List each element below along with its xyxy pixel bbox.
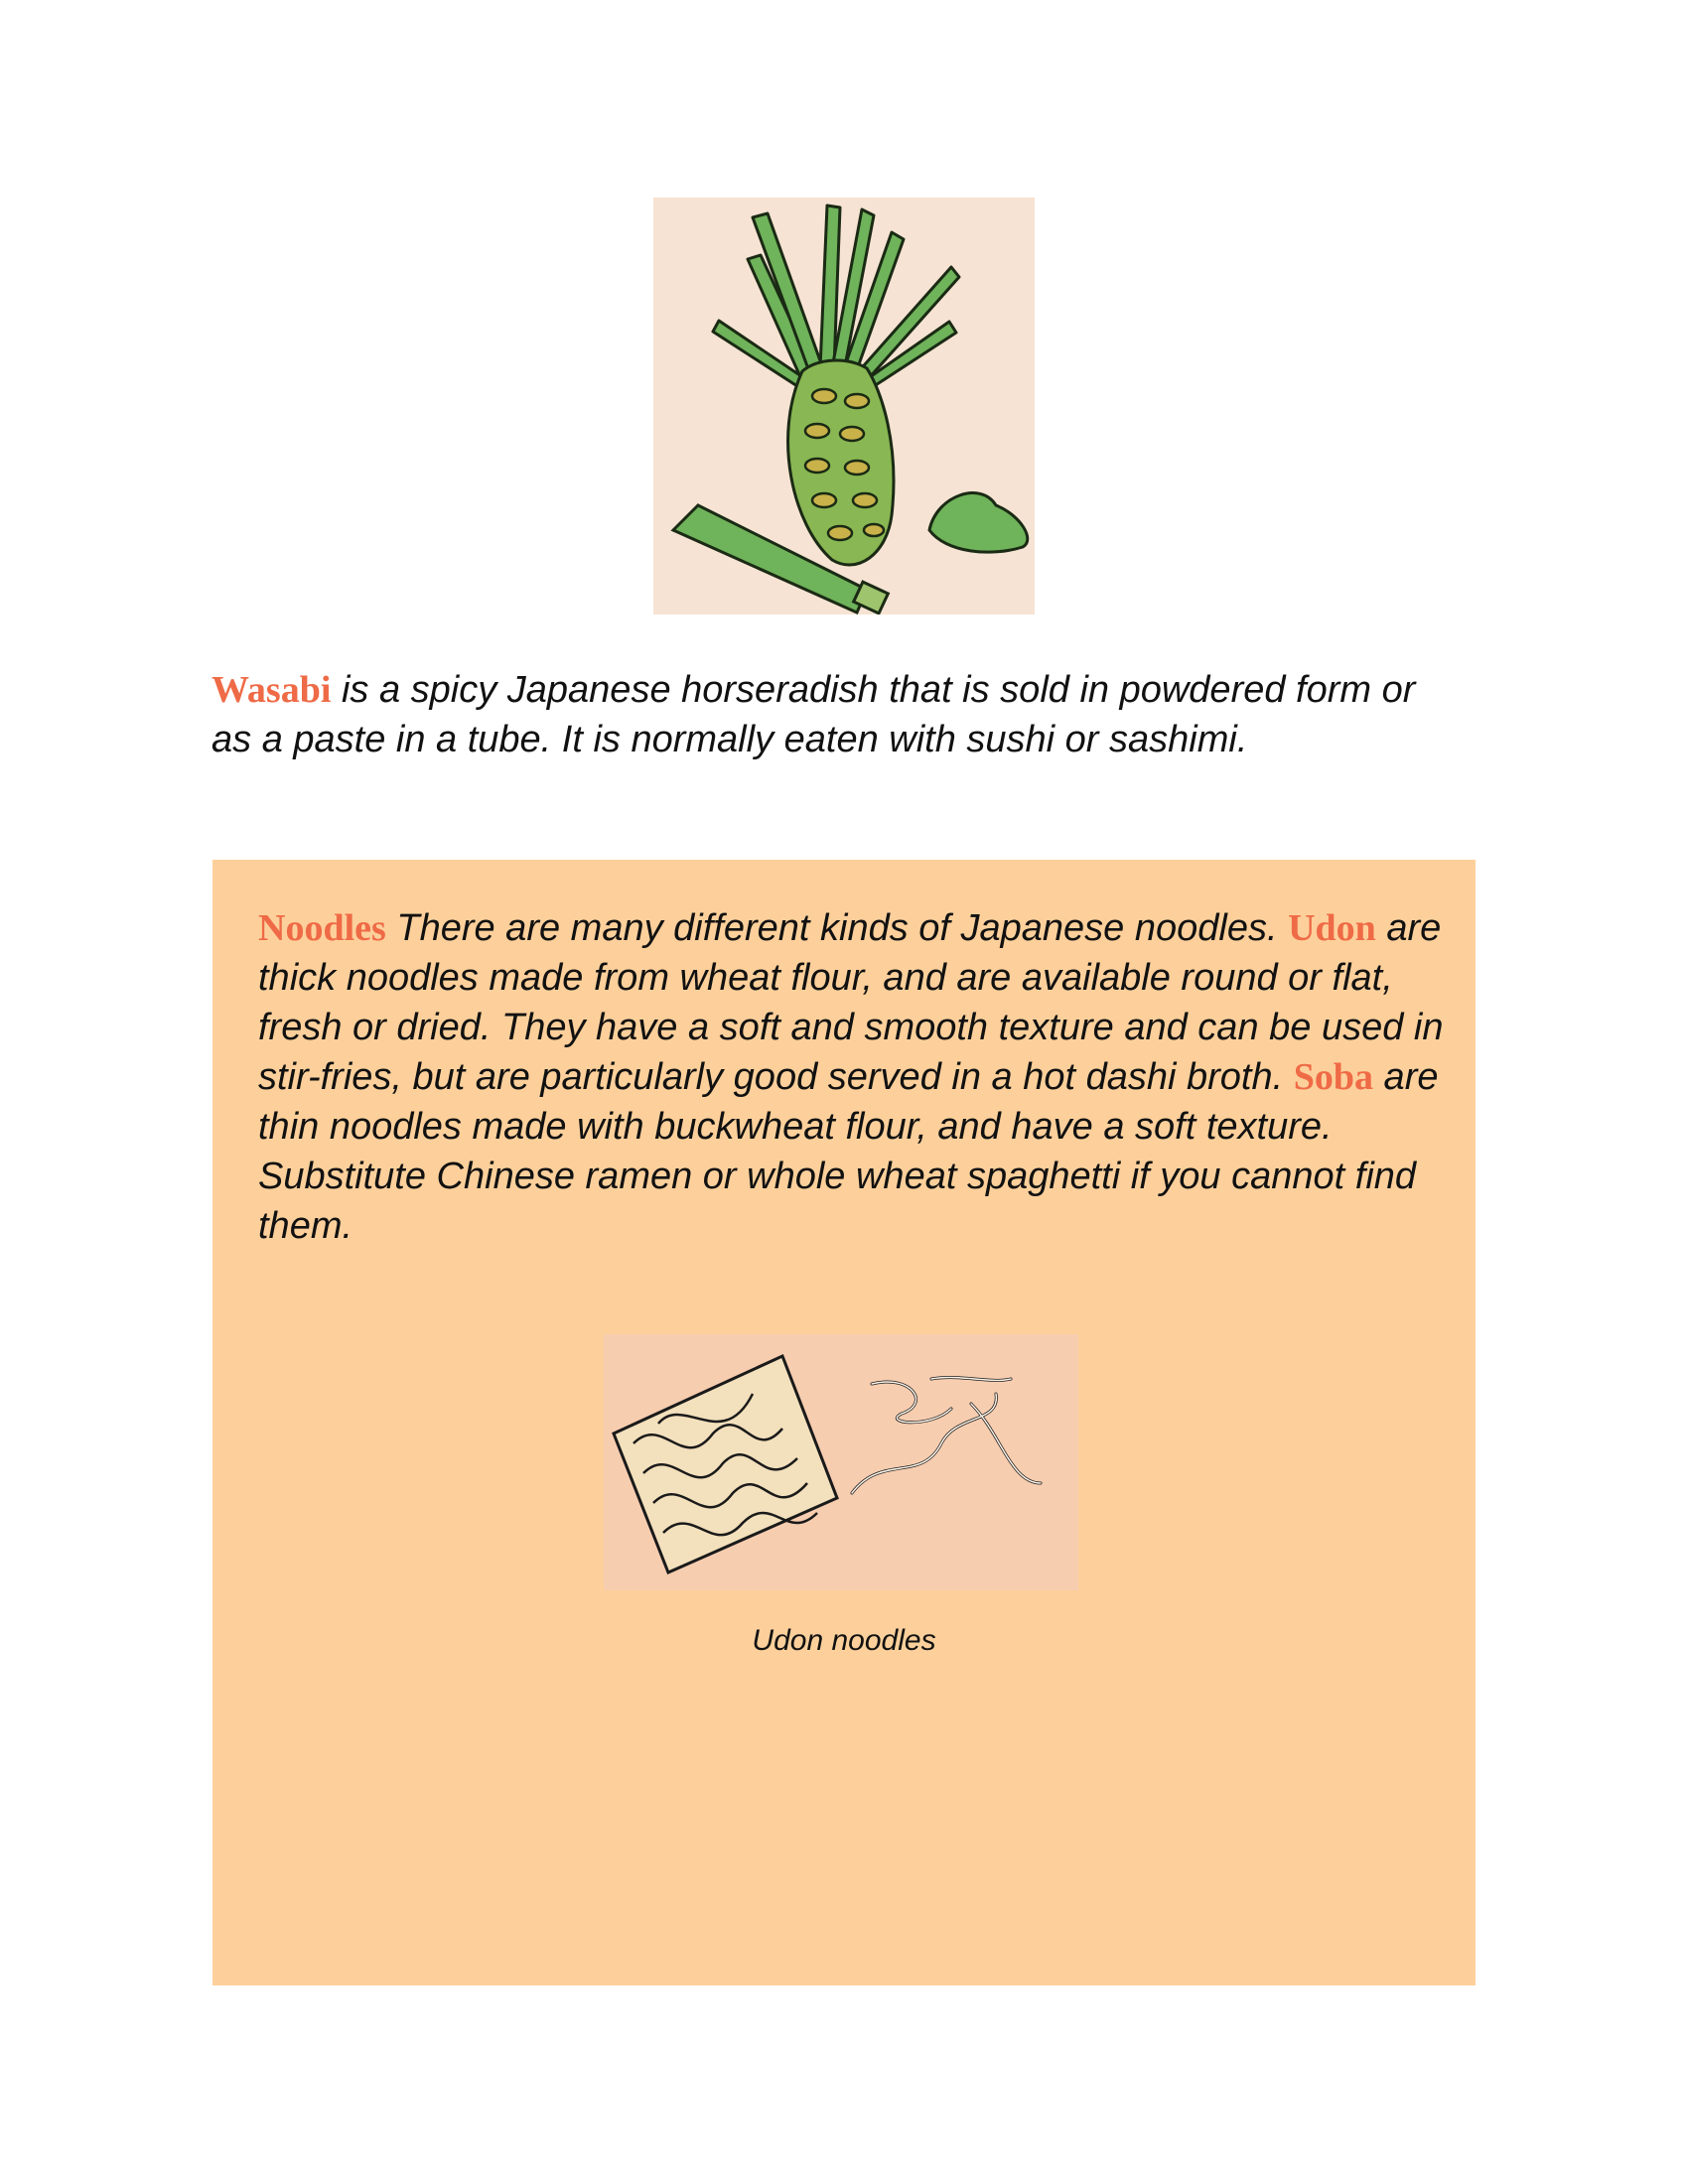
wasabi-illustration xyxy=(653,198,1035,614)
udon-noodles-caption: Udon noodles xyxy=(752,1624,936,1657)
wasabi-paragraph xyxy=(211,665,1453,764)
udon-noodles-illustration xyxy=(604,1334,1078,1590)
udon-description: are thick noodles made from wheat flour, and are available round or flat, fresh or dried. They have a soft and smooth texture and can be used in stir-fries, but are particularly good served in a hot dashi broth. xyxy=(258,907,1444,1098)
noodles-term: Noodles xyxy=(258,907,386,949)
wasabi-term: Wasabi xyxy=(211,669,332,711)
noodles-intro-text: There are many different kinds of Japanese noodles. xyxy=(385,907,1289,949)
udon-term: Udon xyxy=(1288,907,1376,949)
noodles-paragraph xyxy=(258,903,1450,1251)
wasabi-description: is a spicy Japanese horseradish that is sold in powdered form or as a paste in a tube. It is normally eaten with sushi or sashimi. xyxy=(211,669,1416,760)
soba-description: are thin noodles made with buckwheat flour, and have a soft texture. Substitute Chinese ramen or whole wheat spaghetti if you cannot find them. xyxy=(258,1056,1439,1247)
soba-term: Soba xyxy=(1293,1056,1373,1098)
noodles-info-box xyxy=(212,860,1476,1985)
